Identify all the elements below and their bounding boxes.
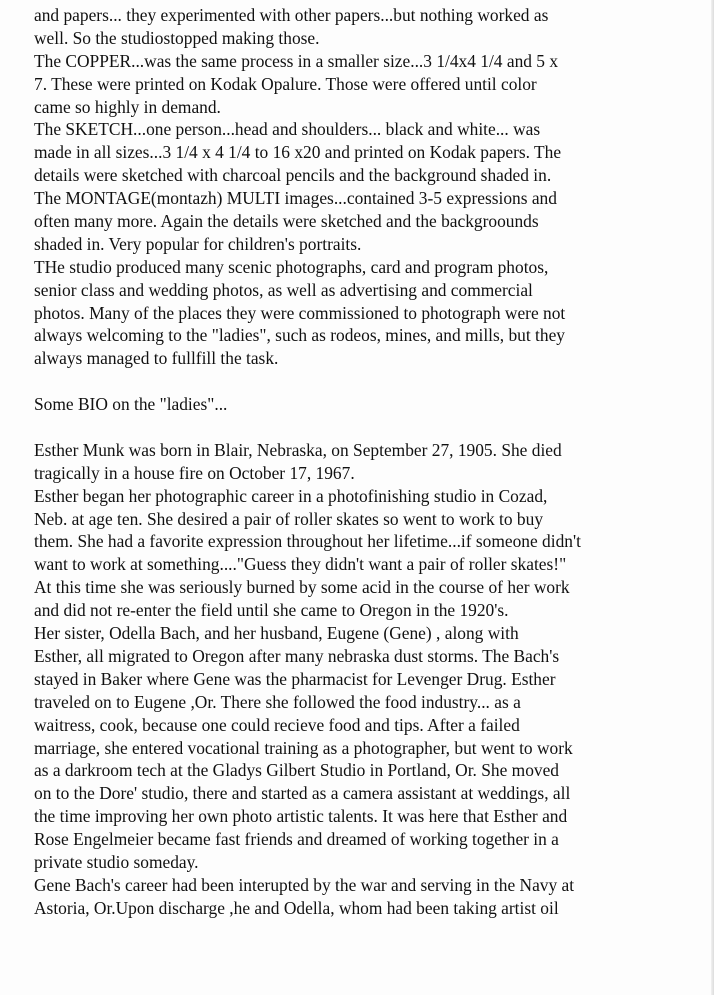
- text-line: marriage, she entered vocational training as a photographer, but went to work: [34, 737, 573, 758]
- document-body: [34, 4, 714, 920]
- text-line: made in all sizes...3 1/4 x 4 1/4 to 16 x20 and printed on Kodak papers. The: [34, 142, 562, 163]
- text-line: photos. Many of the places they were commissioned to photograph were not: [34, 302, 566, 323]
- text-line: on to the Dore' studio, there and started as a camera assistant at weddings, all: [34, 783, 571, 804]
- text-line: came so highly in demand.: [34, 96, 221, 117]
- text-line: THe studio produced many scenic photographs, card and program photos,: [34, 256, 549, 277]
- text-line: Esther, all migrated to Oregon after many nebraska dust storms. The Bach's: [34, 645, 560, 666]
- text-line: senior class and wedding photos, as well as advertising and commercial: [34, 279, 533, 300]
- text-line: shaded in. Very popular for children's portraits.: [34, 233, 362, 254]
- text-line: Gene Bach's career had been interupted by the war and serving in the Navy at: [34, 874, 575, 895]
- text-line: well. So the studiostopped making those.: [34, 27, 320, 48]
- text-line: as a darkroom tech at the Gladys Gilbert Studio in Portland, Or. She moved: [34, 760, 560, 781]
- text-line: stayed in Baker where Gene was the pharmacist for Levenger Drug. Esther: [34, 668, 556, 689]
- text-line: the time improving her own photo artistic talents. It was here that Esther and: [34, 806, 568, 827]
- text-line: Neb. at age ten. She desired a pair of roller skates so went to work to buy: [34, 508, 544, 529]
- text-line: details were sketched with charcoal pencils and the background shaded in.: [34, 165, 552, 186]
- text-line: 7. These were printed on Kodak Opalure. Those were offered until color: [34, 73, 537, 94]
- text-line: waitress, cook, because one could recieve food and tips. After a failed: [34, 714, 520, 735]
- text-line: private studio someday.: [34, 851, 199, 872]
- text-line: always welcoming to the "ladies", such as rodeos, mines, and mills, but they: [34, 325, 565, 346]
- text-line: tragically in a house fire on October 17, 1967.: [34, 462, 355, 483]
- text-line: them. She had a favorite expression throughout her lifetime...if someone didn't: [34, 531, 581, 552]
- text-line: and papers... they experimented with other papers...but nothing worked as: [34, 5, 549, 25]
- text-line: The SKETCH...one person...head and shoulders... black and white... was: [34, 119, 541, 140]
- text-line: The COPPER...was the same process in a smaller size...3 1/4x4 1/4 and 5 x: [34, 50, 559, 71]
- section-heading: Some BIO on the "ladies"...: [34, 394, 228, 415]
- text-line: Astoria, Or.Upon discharge ,he and Odella, whom had been taking artist oil: [34, 897, 559, 918]
- text-line: Esther Munk was born in Blair, Nebraska, on September 27, 1905. She died: [34, 439, 562, 460]
- text-line: often many more. Again the details were sketched and the backgroounds: [34, 211, 539, 232]
- blank-line: [34, 370, 714, 393]
- text-line: always managed to fullfill the task.: [34, 348, 279, 369]
- blank-line: [34, 416, 714, 439]
- text-line: traveled on to Eugene ,Or. There she followed the food industry... as a: [34, 691, 521, 712]
- text-line: At this time she was seriously burned by some acid in the course of her work: [34, 577, 570, 598]
- text-line: and did not re-enter the field until she came to Oregon in the 1920's.: [34, 600, 509, 621]
- text-line: want to work at something...."Guess they didn't want a pair of roller skates!": [34, 554, 567, 575]
- text-line: The MONTAGE(montazh) MULTI images...contained 3-5 expressions and: [34, 188, 557, 209]
- text-line: Her sister, Odella Bach, and her husband, Eugene (Gene) , along with: [34, 623, 519, 644]
- text-line: Rose Engelmeier became fast friends and dreamed of working together in a: [34, 829, 559, 850]
- text-line: Esther began her photographic career in a photofinishing studio in Cozad,: [34, 485, 548, 506]
